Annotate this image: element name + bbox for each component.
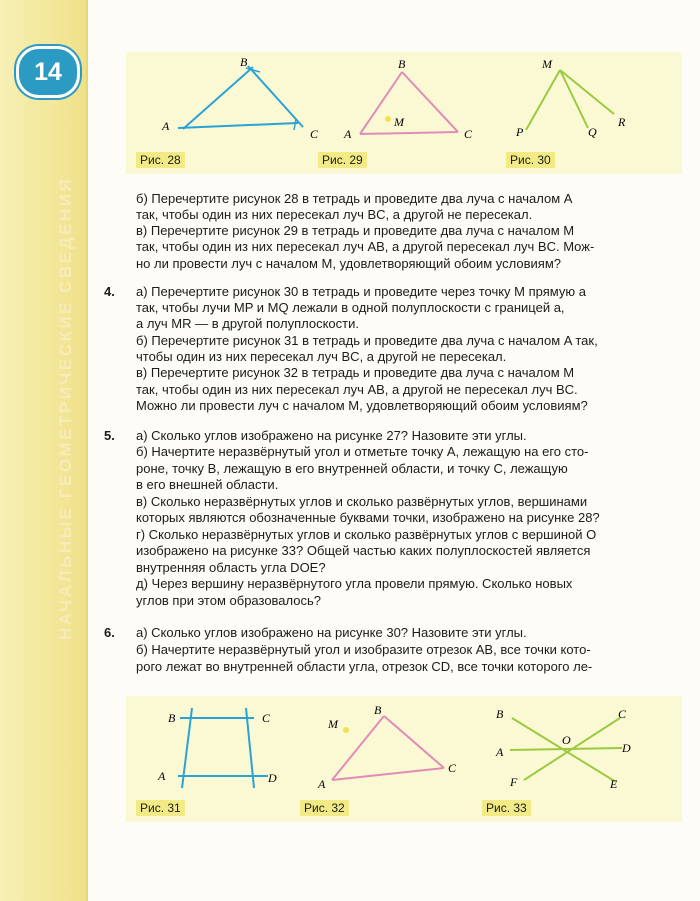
- ex3c-line3: но ли провести луч с началом M, удовлетворяющий обоим условиям?: [136, 256, 562, 271]
- fig31-label: Рис. 31: [136, 800, 185, 816]
- ex5d-line2: изображено на рисунке 33? Общей частью каких полуплоскостей является: [136, 543, 591, 558]
- fig28-point-A: A: [162, 119, 170, 133]
- top-figures-panel: [126, 52, 682, 174]
- fig28-point-C: C: [310, 127, 319, 141]
- ex5c-line2: которых являются обозначенные буквами точки, изображено на рисунке 28?: [136, 510, 600, 525]
- fig31-point-D: D: [268, 771, 277, 785]
- ex4a-line2: так, чтобы лучи MP и MQ лежали в одной полуплоскости с границей a,: [136, 300, 565, 315]
- fig33-label: Рис. 33: [482, 800, 531, 816]
- ex5b-line1: б) Начертите неразвёрнутый угол и отметьте точку A, лежащую на его сто-: [136, 444, 589, 459]
- ex5b-line3: в его внешней области.: [136, 477, 279, 492]
- fig33-point-A: A: [496, 745, 504, 759]
- fig29-point-B: B: [398, 57, 406, 71]
- ex3b-line2: так, чтобы один из них пересекал луч BC, а другой не пересекал.: [136, 207, 533, 222]
- fig30-point-M: M: [542, 57, 552, 71]
- figure-29: [340, 56, 500, 156]
- fig32-point-M: M: [328, 717, 338, 731]
- ex5d-line3: внутренняя область угла DOE?: [136, 560, 326, 575]
- figure-28: [148, 56, 338, 156]
- fig31-point-B: B: [168, 711, 176, 725]
- ex4a-line3: а луч MR — в другой полуплоскости.: [136, 316, 359, 331]
- fig30-point-Q: Q: [588, 125, 597, 139]
- ex5a-line: а) Сколько углов изображено на рисунке 27? Назовите эти углы.: [136, 428, 527, 443]
- fig28-point-B: B: [240, 56, 248, 69]
- exercise-6-number: 6.: [104, 625, 115, 640]
- fig33-point-C: C: [618, 707, 627, 721]
- section-title-vertical: НАЧАЛЬНЫЕ ГЕОМЕТРИЧЕСКИЕ СВЕДЕНИЯ: [56, 176, 75, 640]
- fig28-label: Рис. 28: [136, 152, 185, 168]
- fig33-point-D: D: [622, 741, 631, 755]
- fig32-point-B: B: [374, 703, 382, 717]
- fig31-point-C: C: [262, 711, 271, 725]
- fig33-point-O: O: [562, 733, 571, 747]
- fig31-point-A: A: [158, 769, 166, 783]
- fig33-point-B: B: [496, 707, 504, 721]
- ex6b-line1: б) Начертите неразвёрнутый угол и изобразите отрезок AB, все точки кото-: [136, 642, 591, 657]
- ex4b-line2: чтобы один из них пересекал луч BC, а другой не пересекал.: [136, 349, 507, 364]
- fig29-label: Рис. 29: [318, 152, 367, 168]
- figure-31: [146, 700, 306, 800]
- fig29-point-M: M: [394, 115, 404, 129]
- figure-33: [490, 700, 660, 800]
- figure-30: [510, 56, 670, 156]
- fig32-point-C: C: [448, 761, 457, 775]
- ex6a-line: а) Сколько углов изображено на рисунке 30? Назовите эти углы.: [136, 625, 527, 640]
- ex5b-line2: роне, точку B, лежащую в его внутренней области, и точку C, лежащую: [136, 461, 568, 476]
- page-number: 14: [16, 46, 80, 98]
- fig29-point-A: A: [344, 127, 352, 141]
- ex5d-line1: г) Сколько неразвёрнутых углов и сколько развёрнутых углов с вершиной O: [136, 527, 597, 542]
- ex4c-line2: так, чтобы один из них пересекал луч AB, а другой не пересекал луч BC.: [136, 382, 578, 397]
- ex4c-line1: в) Перечертите рисунок 32 в тетрадь и проведите два луча с началом M: [136, 365, 575, 380]
- ex5e-line2: углов при этом образовалось?: [136, 593, 322, 608]
- ex3b-line1: б) Перечертите рисунок 28 в тетрадь и проведите два луча с началом A: [136, 191, 573, 206]
- fig30-point-P: P: [516, 125, 524, 139]
- bottom-figures-panel: [126, 696, 682, 822]
- ex5e-line1: д) Через вершину неразвёрнутого угла провели прямую. Сколько новых: [136, 576, 573, 591]
- sidebar-divider: [86, 0, 88, 901]
- figure-32: [312, 700, 482, 800]
- ex3c-line1: в) Перечертите рисунок 29 в тетрадь и проведите два луча с началом M: [136, 223, 575, 238]
- fig29-point-C: C: [464, 127, 473, 141]
- fig30-point-R: R: [618, 115, 626, 129]
- fig33-point-F: F: [510, 775, 518, 789]
- exercise-4-number: 4.: [104, 284, 115, 299]
- fig32-point-A: A: [318, 777, 326, 791]
- fig30-label: Рис. 30: [506, 152, 555, 168]
- ex4c-line3: Можно ли провести луч с началом M, удовлетворяющий обоим условиям?: [136, 398, 588, 413]
- fig32-label: Рис. 32: [300, 800, 349, 816]
- ex5c-line1: в) Сколько неразвёрнутых углов и сколько развёрнутых углов, вершинами: [136, 494, 588, 509]
- ex6b-line2: рого лежат во внутренней области угла, отрезок CD, все точки которого ле-: [136, 659, 593, 674]
- ex3c-line2: так, чтобы один из них пересекал луч AB, а другой пересекал луч BC. Мож-: [136, 239, 595, 254]
- ex4a-line1: а) Перечертите рисунок 30 в тетрадь и проведите через точку M прямую a: [136, 284, 586, 299]
- fig33-point-E: E: [610, 777, 618, 791]
- ex4b-line1: б) Перечертите рисунок 31 в тетрадь и проведите два луча с началом A так,: [136, 333, 598, 348]
- exercise-5-number: 5.: [104, 428, 115, 443]
